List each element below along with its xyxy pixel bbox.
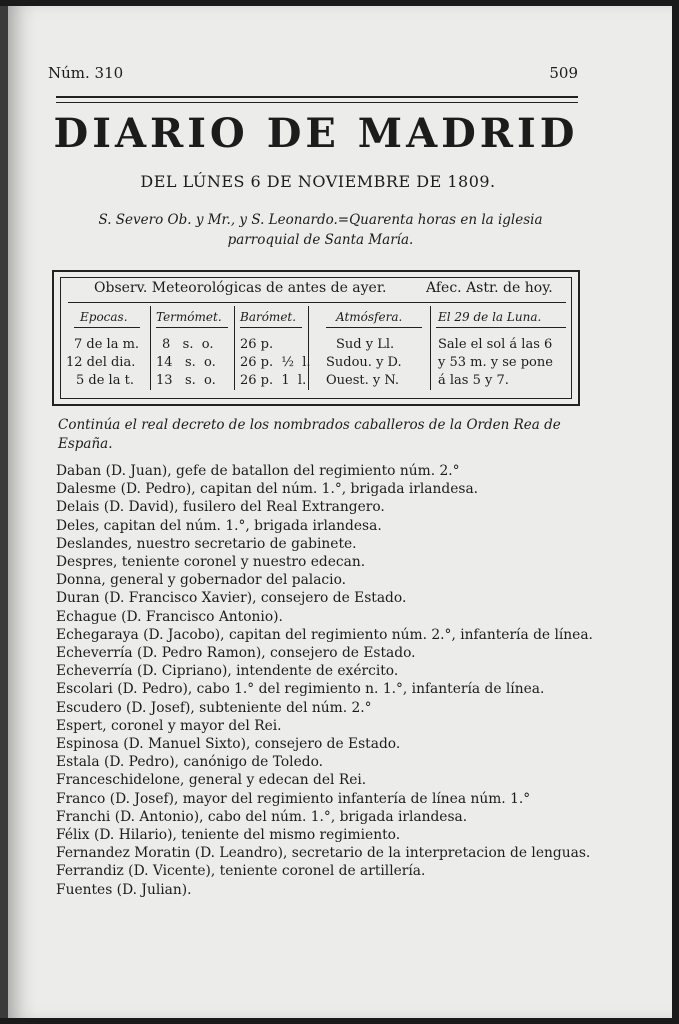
list-item: Echague (D. Francisco Antonio).: [56, 608, 283, 625]
barometro-cell: 26 p. 1 l.: [240, 373, 307, 388]
list-item: Deslandes, nuestro secretario de gabinete.: [56, 535, 357, 552]
dateline: DEL LÚNES 6 DE NOVIEMBRE DE 1809.: [140, 172, 496, 191]
luna-line: y 53 m. y se pone: [438, 355, 553, 370]
saints-of-day: S. Severo Ob. y Mr., y S. Leonardo.=Quarenta horas en la iglesia parroquial de Santa María.: [98, 212, 543, 248]
luna-line: á las 5 y 7.: [438, 373, 509, 388]
knights-list: [56, 462, 596, 899]
luna-line: Sale el sol á las 6: [438, 337, 553, 352]
newspaper-page: [8, 6, 672, 1018]
list-item: Franco (D. Josef), mayor del regimiento infantería de línea núm. 1.°: [56, 790, 531, 807]
list-item: Estala (D. Pedro), canónigo de Toledo.: [56, 754, 324, 771]
list-item: Echeverría (D. Cipriano), intendente de exército.: [56, 663, 399, 680]
list-item: Despres, teniente coronel y nuestro edecan.: [56, 554, 366, 571]
list-item: Donna, general y gobernador del palacio.: [56, 572, 347, 589]
column-divider: [308, 306, 309, 390]
meteorological-table: [52, 270, 580, 406]
epoca-cell: 7 de la m.: [74, 337, 140, 352]
epoca-cell: 5 de la t.: [76, 373, 134, 388]
header-underline: [74, 327, 140, 328]
list-item: Escolari (D. Pedro), cabo 1.° del regimiento n. 1.°, infantería de línea.: [56, 681, 545, 698]
page-header: [48, 64, 578, 84]
header-underline: [156, 327, 228, 328]
list-item: Espinosa (D. Manuel Sixto), consejero de Estado.: [56, 736, 401, 753]
termometro-cell: 8 s. o.: [162, 337, 214, 352]
issue-number: Núm. 310: [48, 64, 124, 82]
epoca-cell: 12 del dia.: [66, 355, 136, 370]
column-divider: [430, 306, 431, 390]
list-item: Echeverría (D. Pedro Ramon), consejero de Estado.: [56, 645, 416, 662]
col-termometro: Termómet.: [156, 310, 222, 324]
list-item: Franchi (D. Antonio), cabo del núm. 1.°, brigada irlandesa.: [56, 808, 468, 825]
list-item: Franceschidelone, general y edecan del Rei.: [56, 772, 367, 789]
col-atmosfera: Atmósfera.: [336, 310, 403, 324]
col-epocas: Epocas.: [80, 310, 128, 324]
list-item: Dalesme (D. Pedro), capitan del núm. 1.°, brigada irlandesa.: [56, 481, 479, 498]
list-item: Daban (D. Juan), gefe de batallon del regimiento núm. 2.°: [56, 463, 460, 479]
list-item: Escudero (D. Josef), subteniente del núm. 2.°: [56, 699, 372, 716]
atmosfera-cell: Sudou. y D.: [326, 355, 402, 370]
masthead-title: DIARIO DE MADRID: [53, 110, 579, 157]
header-underline: [240, 327, 302, 328]
header-underline: [436, 327, 566, 328]
col-luna: El 29 de la Luna.: [438, 310, 542, 324]
list-item: Fuentes (D. Julian).: [56, 881, 192, 898]
barometro-cell: 26 p. ½ l.: [240, 355, 311, 370]
list-item: Félix (D. Hilario), teniente del mismo regimiento.: [56, 827, 401, 844]
list-item: Delais (D. David), fusilero del Real Extrangero.: [56, 499, 385, 516]
barometro-cell: 26 p.: [240, 337, 274, 352]
termometro-cell: 14 s. o.: [156, 355, 216, 370]
list-item: Espert, coronel y mayor del Rei.: [56, 717, 282, 734]
header-rule: [56, 96, 578, 103]
list-item: Echegaraya (D. Jacobo), capitan del regimiento núm. 2.°, infantería de línea.: [56, 626, 593, 643]
page-edge: [0, 6, 8, 1018]
table-divider: [68, 302, 566, 303]
column-divider: [234, 306, 235, 390]
list-item: Fernandez Moratin (D. Leandro), secretario de la interpretacion de lenguas.: [56, 845, 591, 862]
astronomical-title: Afec. Astr. de hoy.: [426, 280, 553, 296]
atmosfera-cell: Sud y Ll.: [336, 337, 395, 352]
observations-title: Observ. Meteorológicas de antes de ayer.: [94, 280, 387, 296]
col-barometro: Barómet.: [240, 310, 297, 324]
list-item: Duran (D. Francisco Xavier), consejero de Estado.: [56, 590, 407, 607]
atmosfera-cell: Ouest. y N.: [326, 373, 400, 388]
header-underline: [326, 327, 422, 328]
list-item: Deles, capitan del núm. 1.°, brigada irlandesa.: [56, 517, 382, 534]
page-number: 509: [549, 64, 578, 82]
termometro-cell: 13 s. o.: [156, 373, 216, 388]
column-divider: [150, 306, 151, 390]
article-intro: Continúa el real decreto de los nombrados caballeros de la Orden Rea de España.: [58, 417, 561, 452]
list-item: Ferrandiz (D. Vicente), teniente coronel de artillería.: [56, 863, 426, 880]
